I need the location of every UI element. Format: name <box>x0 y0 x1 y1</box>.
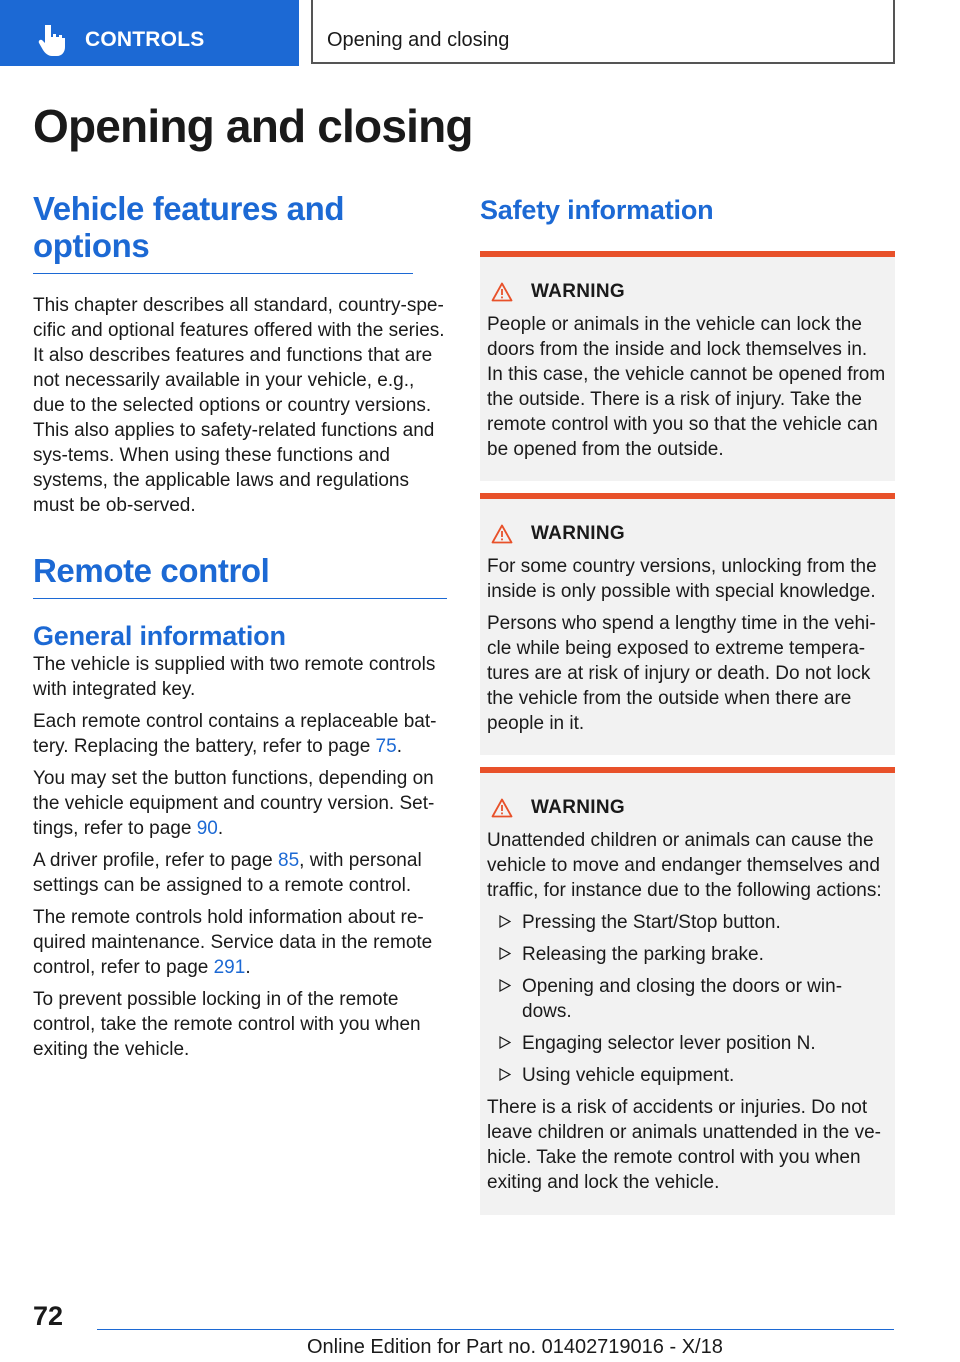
list-item: Pressing the Start/Stop button. <box>487 910 888 935</box>
bullet-triangle-icon <box>499 1068 511 1081</box>
edition-note: Online Edition for Part no. 01402719016 - X/18 <box>307 1336 723 1358</box>
warning-header <box>487 520 888 548</box>
action-list <box>487 910 888 1088</box>
warning3-text-2: There is a risk of accidents or injuries. Do not leave children or animals unattended in the ve-hicle. Take the remote control with you when exiting and lock the vehicle. <box>487 1097 881 1193</box>
warning1-text: People or animals in the vehicle can lock the doors from the inside and lock themselves in. In this case, the vehicle cannot be opened from the outside. There is a risk of injury. Take the remote control with you so that the vehicle can be opened from the outside. <box>487 314 886 460</box>
warning-header <box>487 794 888 822</box>
remote-p3: You may set the button functions, depending on the vehicle equipment and country version. Set-tings, refer to page 90. <box>33 768 435 839</box>
right-column <box>480 190 895 1215</box>
vehicle-features-heading: Vehicle features and options <box>33 190 413 274</box>
safety-information-heading: Safety information <box>480 195 714 225</box>
vehicle-features-paragraph: This chapter describes all standard, country-spe-cific and optional features offered with the series. It also describes features and functions that are not necessarily available in your vehicle, e.g., due to the selected options or country versions. This also applies to safety-related functions and sys-tems. When using these functions and systems, the applicable laws and regulations must be ob-served. <box>33 295 445 516</box>
remote-p1: The vehicle is supplied with two remote controls with integrated key. <box>33 654 436 700</box>
page-ref-link[interactable]: 291 <box>213 957 246 978</box>
warning-label: WARNING <box>531 523 625 544</box>
bullet-triangle-icon <box>499 1036 511 1049</box>
bullet-triangle-icon <box>499 979 511 992</box>
page-title: Opening and closing <box>33 100 473 152</box>
left-column <box>33 190 447 1069</box>
list-item: Using vehicle equipment. <box>487 1063 888 1088</box>
warning2-text-2: Persons who spend a lengthy time in the vehi-cle while being exposed to extreme tempera-tures are at risk of injury or death. Do not lock the vehicle from the outside when there are people in it. <box>487 613 876 734</box>
warning-label: WARNING <box>531 281 625 302</box>
chapter-tab <box>0 0 299 66</box>
warning-header <box>487 278 888 306</box>
remote-p6: To prevent possible locking in of the remote control, take the remote control with you when exiting the vehicle. <box>33 989 421 1060</box>
section-header-title: Opening and closing <box>327 29 510 51</box>
pointing-hand-icon <box>38 23 68 57</box>
list-item: Engaging selector lever position N. <box>487 1031 888 1056</box>
page-ref-link[interactable]: 85 <box>278 850 300 871</box>
warning3-text-1: Unattended children or animals can cause the vehicle to move and endanger themselves and traffic, for instance due to the following actions: <box>487 830 882 901</box>
remote-control-heading: Remote control <box>33 552 447 599</box>
page-number: 72 <box>33 1301 64 1331</box>
page-ref-link[interactable]: 75 <box>375 736 397 757</box>
list-item: Opening and closing the doors or win-dows. <box>487 974 888 1024</box>
warning-box <box>480 767 895 1215</box>
bullet-triangle-icon <box>499 915 511 928</box>
footer-divider <box>97 1329 894 1330</box>
list-item: Releasing the parking brake. <box>487 942 888 967</box>
warning-triangle-icon <box>491 282 513 302</box>
remote-p2: Each remote control contains a replaceable bat-tery. Replacing the battery, refer to page 75. <box>33 711 437 757</box>
remote-p5: The remote controls hold information about re-quired maintenance. Service data in the remote control, refer to page 291. <box>33 907 433 978</box>
warning-triangle-icon <box>491 524 513 544</box>
warning-box <box>480 493 895 755</box>
bullet-triangle-icon <box>499 947 511 960</box>
warning-label: WARNING <box>531 797 625 818</box>
warning-box <box>480 251 895 481</box>
section-header <box>311 0 895 64</box>
general-information-heading: General information <box>33 621 286 651</box>
warning2-text-1: For some country versions, unlocking from the inside is only possible with special knowledge. <box>487 556 877 602</box>
warning-triangle-icon <box>491 798 513 818</box>
page-ref-link[interactable]: 90 <box>196 818 218 839</box>
remote-p4: A driver profile, refer to page 85, with personal settings can be assigned to a remote control. <box>33 850 422 896</box>
chapter-tab-label: CONTROLS <box>85 28 205 51</box>
